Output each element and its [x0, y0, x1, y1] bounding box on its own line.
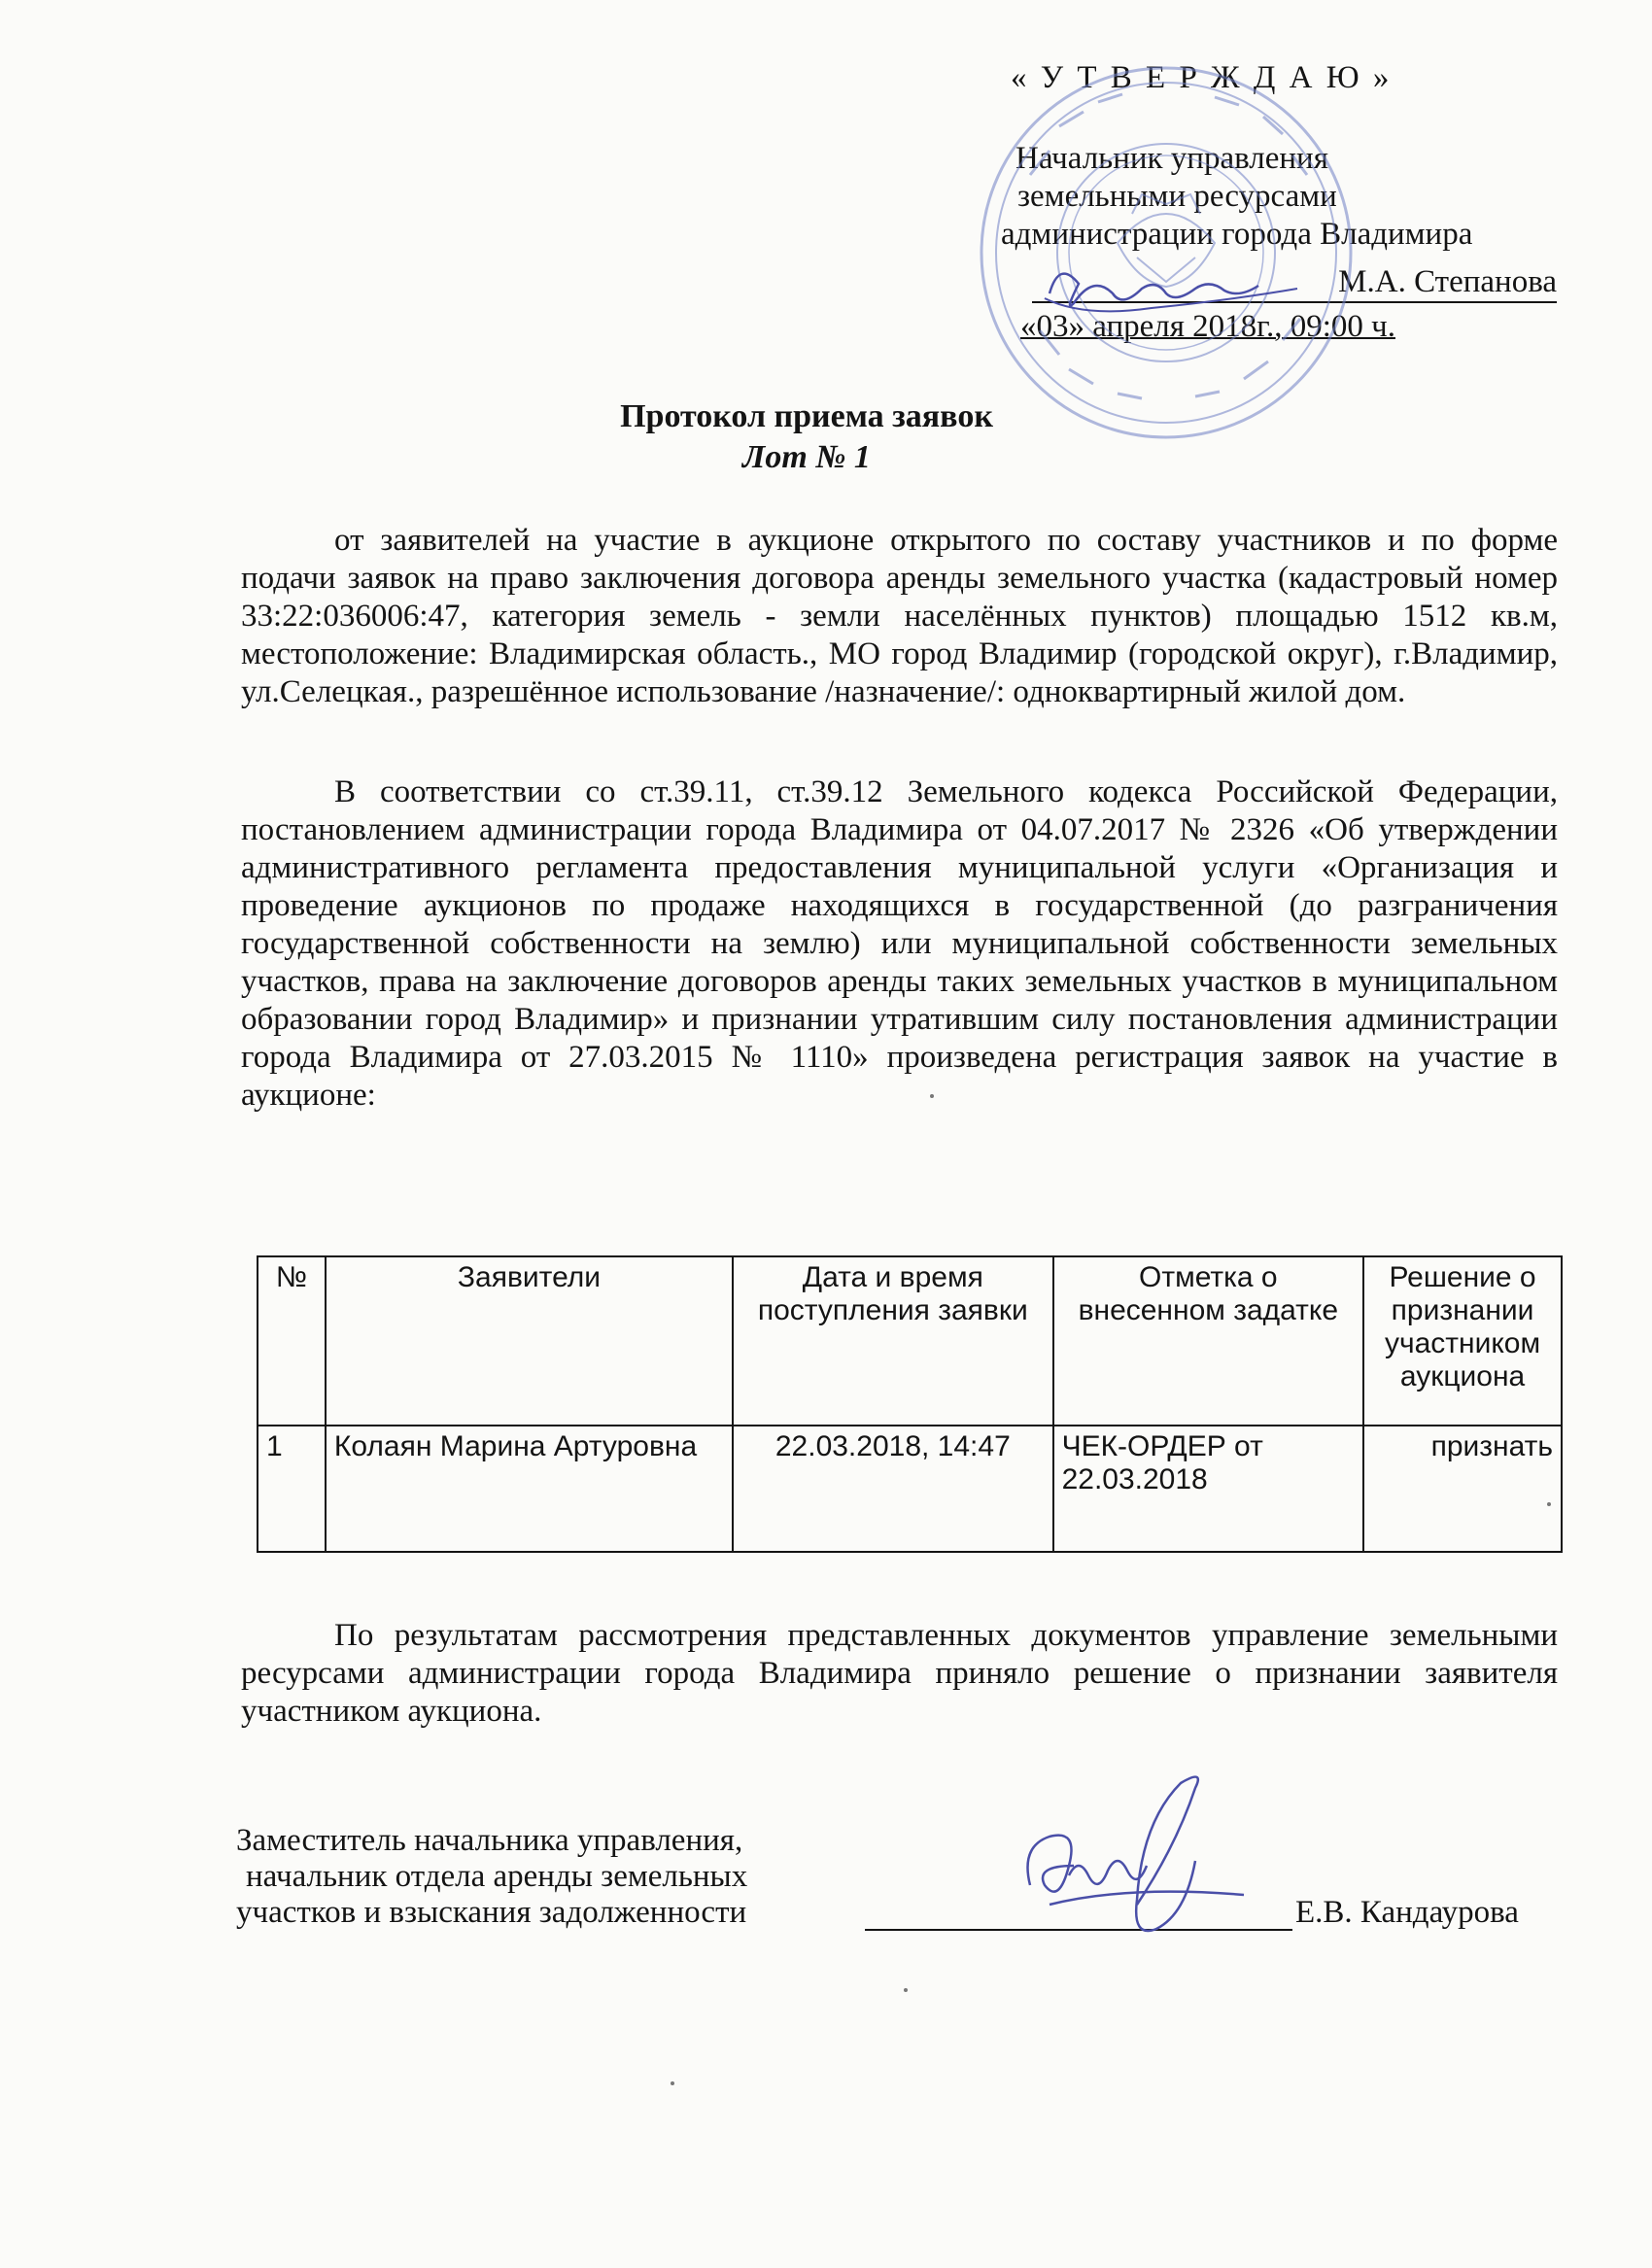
seal-stamp — [972, 58, 1360, 447]
approval-title: « У Т В Е Р Ж Д А Ю » — [1011, 60, 1393, 95]
lot-number: Лот № 1 — [742, 439, 871, 475]
header-decision: Решение о признании участником аукциона — [1363, 1256, 1562, 1426]
signer-handwritten-signature — [991, 1769, 1283, 1943]
row-applicant: Колаян Марина Артуровна — [326, 1426, 733, 1552]
header-num: № — [258, 1256, 326, 1426]
signer-name: Е.В. Кандаурова — [1295, 1895, 1519, 1930]
approval-position-line1: Начальник управления — [1015, 141, 1328, 176]
row-deposit: ЧЕК-ОРДЕР от 22.03.2018 — [1053, 1426, 1363, 1552]
approval-position-line2: земельными ресурсами — [1017, 179, 1337, 214]
table-header-row — [258, 1256, 1562, 1426]
legal-basis-paragraph: В соответствии со ст.39.11, ст.39.12 Земельного кодекса Российской Федерации, постановлением администрации города Владимира от 04.07.2017 № 2326 «Об утверждении административного регламента предоставления муниципальной услуги «Организация и проведение аукционов по продаже находящихся в государственной (до разграничения государственной собственности на землю) или муниципальной собственности земельных участков, права на заключение договоров аренды таких земельных участков в муниципальном образовании город Владимир» и признании утратившим силу постановления администрации города Владимира от 27.03.2015 № 1110» произведена регистрация заявок на участие в аукционе: — [241, 774, 1558, 1113]
table-row — [258, 1426, 1562, 1552]
header-deposit: Отметка о внесенном задатке — [1053, 1256, 1363, 1426]
signer-title-line3: участков и взыскания задолженности — [236, 1895, 747, 1930]
signer-title-line1: Заместитель начальника управления, — [236, 1823, 743, 1858]
scan-speck — [1547, 1502, 1551, 1506]
intro-paragraph: от заявителей на участие в аукционе открытого по составу участников и по форме подачи заявок на право заключения договора аренды земельного участка (кадастровый номер 33:22:036006:47, категория земель - земли населённых пунктов) площадью 1512 кв.м, местоположение: Владимирская область., МО город Владимир (городской округ), г.Владимир, ул.Селецкая., разрешённое использование /назначение/: одноквартирный жилой дом. — [241, 523, 1558, 709]
row-num: 1 — [258, 1426, 326, 1552]
scan-speck — [904, 1988, 908, 1992]
header-datetime: Дата и время поступления заявки — [733, 1256, 1053, 1426]
row-datetime: 22.03.2018, 14:47 — [733, 1426, 1053, 1552]
decision-paragraph: По результатам рассмотрения представленных документов управление земельными ресурсами администрации города Владимира приняло решение о признании заявителя участником аукциона. — [241, 1618, 1558, 1729]
approval-position-line3: администрации города Владимира — [1001, 217, 1473, 252]
approval-handwritten-signature — [1030, 255, 1312, 323]
scan-speck — [930, 1094, 934, 1098]
signer-title-line2: начальник отдела аренды земельных — [246, 1859, 748, 1894]
header-applicants: Заявители — [326, 1256, 733, 1426]
applicants-table — [257, 1255, 1563, 1553]
approval-date: «03» апреля 2018г., 09:00 ч. — [1020, 309, 1395, 344]
approval-signatory: М.А. Степанова — [1338, 264, 1557, 299]
row-decision: признать — [1363, 1426, 1562, 1552]
scan-speck — [671, 2081, 674, 2085]
document-title: Протокол приема заявок — [620, 398, 993, 434]
